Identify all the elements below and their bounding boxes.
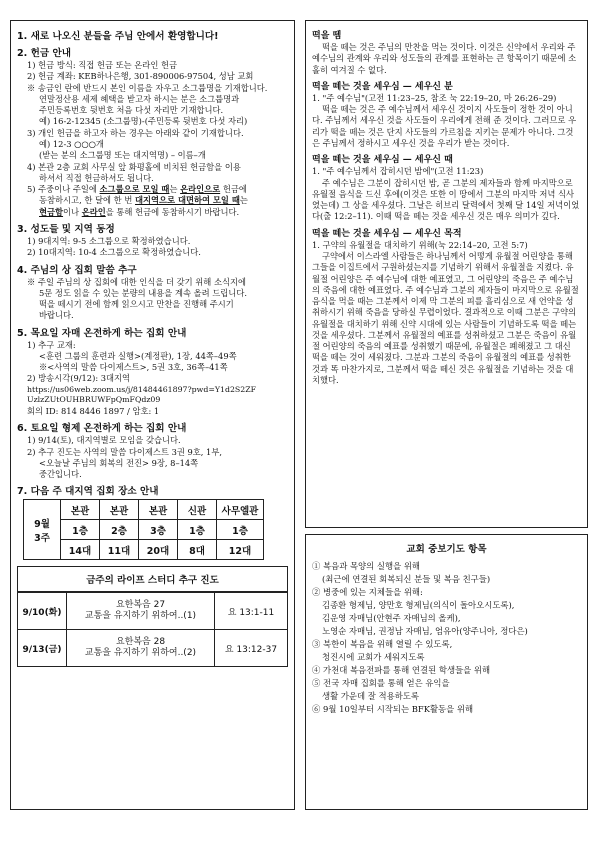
- study-topic: 교통을 유지하기 위하여..(2): [84, 648, 197, 659]
- text-line: 4) 본관 2층 교회 사무실 앞 화평홀에 비치된 헌금함을 이용: [27, 161, 241, 172]
- study-message: [66, 630, 215, 666]
- paragraph: 떡을 떼는 것은 주 예수님께서 세우신 것이지 사도들이 정한 것이 아니다. 주님께서 세우신 것을 사도들이 우리에게 전해 준 것이다. 그러므로 우리가 떡을 떼는 것은 단지 사도들의 가르침을 지키는 문제가 아니다. 그것은 주님께서 정하시고 세우신 것을 우리가 받는 것이다.: [312, 104, 577, 148]
- section-title: 2. 헌금 안내: [17, 48, 72, 59]
- breaking-bread-panel: [305, 20, 588, 528]
- text-line: 3) 개인 헌금을 하고자 하는 경우는 아래와 같이 기재합니다.: [27, 127, 244, 138]
- venue-floor: 1층: [178, 520, 217, 540]
- text-line: 예) 12-3 ○○○개: [39, 138, 104, 149]
- prayer-item: 생활 가운데 잘 적용하도록: [322, 691, 419, 702]
- venue-floor: 1층: [61, 520, 100, 540]
- text-line: [17, 184, 288, 195]
- prayer-item: ② 병중에 있는 지체들을 위해:: [312, 587, 423, 598]
- venue-name: 본관: [139, 500, 178, 520]
- text-line: 1) 추구 교재:: [27, 339, 76, 350]
- section-title: 3. 성도들 및 지역 동정: [17, 223, 115, 235]
- text-line: 2) 헌금 계좌: KEB하나은행, 301-890006-97504, 성남 교회: [27, 71, 254, 82]
- venue-floor: 1층: [217, 520, 264, 540]
- text-line: 연말정산용 세제 혜택을 받고자 하시는 분은 소그룹명과: [39, 93, 240, 104]
- venue-name: 본관: [100, 500, 139, 520]
- point: 1. 구약의 유월절을 대치하기 위해(눅 22:14–20, 고전 5:7): [312, 239, 528, 250]
- section-title: 6. 토요일 형제 온전하게 하는 집회 안내: [17, 423, 187, 435]
- study-date: 9/10(화): [22, 607, 62, 618]
- week-cell: [24, 500, 61, 560]
- text-line: (받는 분의 소그룹명 또는 대지역명) – 이름–개: [39, 150, 206, 161]
- prayer-item: (최근에 연결된 회복되신 분들 및 복음 친구들): [322, 574, 491, 585]
- text-span: 헌금에: [222, 184, 247, 195]
- text-line: 주민등록번호 뒷번호 처음 다섯 자리만 기재합니다.: [39, 105, 224, 116]
- prayer-item: 노영순 자매님, 권정남 자매님, 엄유아(양주니아, 정다은): [322, 626, 528, 637]
- paragraph: 떡을 떼는 것은 주님의 만찬을 먹는 것이다. 이것은 신약에서 우리와 주 예수님의 관계와 우리와 성도들의 관계를 표현하는 큰 항목이기 때문에 소홀히 여겨질 수 없다.: [312, 42, 577, 75]
- venue-name: 신관: [178, 500, 217, 520]
- week-label: 3주: [34, 532, 50, 544]
- text-line: [17, 195, 288, 206]
- prayer-item: ⑤ 전국 자매 집회를 통해 얻은 유익을: [312, 678, 450, 689]
- text-line: 1) 9대지역: 9-5 소그룹으로 확정하였습니다.: [27, 235, 191, 246]
- text-line: ※ 주일 주님의 상 집회에 대한 인식을 더 갖기 위해 소식지에: [27, 276, 247, 287]
- point: 1. "주 예수님"(고전 11:23–25, 참조 눅 22:19–20, 마 26:26–29): [312, 92, 557, 103]
- venue-region: 11대: [100, 540, 139, 560]
- study-topic: 교통을 유지하기 위하여..(1): [84, 611, 197, 622]
- prayer-panel: [305, 534, 588, 810]
- text-line: [17, 207, 288, 218]
- subheading: 떡을 떼는 것을 세우심 — 세우신 때: [312, 155, 453, 166]
- text-line: 중간입니다.: [39, 469, 82, 480]
- section-title: 7. 다음 주 대지역 집회 장소 안내: [17, 486, 159, 498]
- text-span: 동참하시고, 한 달에 한 번: [39, 195, 133, 206]
- highlight-text: 온라인으로: [180, 184, 221, 195]
- venue-floor: 2층: [100, 520, 139, 540]
- text-span: 5) 주중이나 주일에: [27, 184, 97, 195]
- paragraph: 주 예수님은 그분이 잡히시던 밤, 곧 그분의 제자들과 함께 마지막으로 유월절 음식을 드신 후에(이것은 또한 이 땅에서 그분의 마지막 저녁 식사였는데) 그 상을 세우셨다. 그날은 히브리 달력에서 첫째 달 14일 저녁이었다(출 12:2–11). 이때 떡을 떼는 것을 세우신 것은 매우 의미가 깊다.: [312, 177, 580, 222]
- subheading: 떡을 떼는 것을 세우심 — 세우신 분: [312, 81, 453, 92]
- study-row: [18, 629, 287, 666]
- highlight-text: 온라인: [81, 206, 106, 217]
- text-line: 1) 9/14(토), 대지역별로 모임을 갖습니다.: [27, 435, 181, 446]
- study-book: 요한복음 27: [115, 599, 166, 610]
- text-line: 예) 16-2-12345 (소그룹명)-(주민등록 뒷번호 다섯 자리): [39, 116, 248, 127]
- text-line: 바랍니다.: [39, 310, 74, 321]
- prayer-item: 김운영 자매님(안현주 자매님의 올케),: [322, 613, 461, 624]
- study-verse: 요 13:12-37: [224, 644, 278, 655]
- prayer-item: 청진시에 교회가 세워지도록: [322, 652, 425, 663]
- text-line: ※<사역의 말씀 다이제스트>, 5권 3호, 36쪽–41쪽: [39, 362, 228, 373]
- highlight-text: 현금함: [39, 206, 64, 217]
- venue-region: 8대: [178, 540, 217, 560]
- highlight-text: 소그룹으로 모일 때: [99, 184, 170, 195]
- study-date: 9/13(금): [22, 644, 62, 655]
- study-book: 요한복음 28: [115, 636, 166, 647]
- zoom-link[interactable]: https://us06web.zoom.us/j/81484461897?pwd=Y1d2S2ZF: [27, 384, 257, 394]
- text-line: 1) 헌금 방식: 직접 헌금 또는 온라인 헌금: [27, 60, 177, 70]
- text-span: 을 통해 헌금에 동참하시기 바랍니다.: [105, 206, 240, 217]
- point: 1. "주 예수님께서 잡히시던 밤에"(고전 11:23): [312, 166, 484, 177]
- highlight-text: 대지역으로 대면하여 모일 때: [134, 195, 240, 206]
- subheading: 떡을 떼는 것을 세우심 — 세우신 목적: [312, 228, 462, 239]
- prayer-item: ④ 가천대 복음전파를 통해 연결된 학생들을 위해: [312, 665, 491, 676]
- prayer-item: 김종환 형제님, 양만호 형제님(의식이 돌아오시도록),: [322, 600, 515, 611]
- section-title: 5. 목요일 자매 온전하게 하는 집회 안내: [17, 327, 187, 339]
- life-study-title: 금주의 라이프 스터디 추구 진도: [18, 567, 287, 592]
- venue-table: [23, 499, 264, 560]
- text-line: <오늘날 주님의 회복의 전진> 9장, 8–14쪽: [39, 457, 199, 468]
- prayer-title: 교회 중보기도 항목: [406, 544, 487, 555]
- venue-floor: 3층: [139, 520, 178, 540]
- panel-title: 떡을 뗌: [312, 31, 342, 41]
- section-title: 1. 새로 나오신 분들을 주님 안에서 환영합니다!: [17, 31, 219, 42]
- venue-region: 12대: [217, 540, 264, 560]
- meeting-id: 회의 ID: 814 8446 1897 / 암호: 1: [27, 405, 160, 416]
- left-column: [10, 20, 295, 810]
- venue-region: 20대: [139, 540, 178, 560]
- text-line: 떡을 떼시기 전에 함께 읽으시고 만찬을 진행해 주시기: [39, 299, 234, 310]
- prayer-item: ① 복음과 목양의 실행을 위해: [312, 561, 421, 571]
- text-span: 는: [169, 184, 178, 195]
- venue-name: 사무엘관: [217, 500, 264, 520]
- prayer-item: ③ 북한이 복음을 위해 열릴 수 있도록,: [312, 639, 453, 650]
- week-label: 9월: [34, 518, 50, 530]
- text-line: 2) 추구 진도는 사역의 말씀 다이제스트 3권 9호, 1부,: [27, 446, 222, 457]
- text-line: 2) 방송시각(9/12): 3대지역: [27, 373, 131, 384]
- text-line: <훈련 그룹의 훈련과 실행>(계정판), 1장, 44쪽–49쪽: [39, 350, 237, 361]
- text-line: 하셔서 직접 헌금하셔도 됩니다.: [39, 172, 154, 183]
- zoom-link[interactable]: UzlzZUtOUHBRUWFpQmFQdz09: [27, 395, 161, 405]
- text-line: ※ 송금인 란에 반드시 본인 이름을 자우고 소그룹명을 기재합니다.: [27, 82, 268, 93]
- life-study-box: [17, 566, 288, 667]
- study-message: [66, 593, 215, 629]
- study-row: [18, 592, 287, 629]
- venue-name: 본관: [61, 500, 100, 520]
- study-verse: 요 13:1-11: [227, 607, 275, 618]
- venue-region: 14대: [61, 540, 100, 560]
- text-line: 2) 10대지역: 10-4 소그룹으로 확정하였습니다.: [27, 247, 201, 258]
- section-title: 4. 주님의 상 집회 말씀 추구: [17, 264, 137, 276]
- text-span: 이나: [63, 206, 80, 217]
- text-span: 는: [239, 195, 248, 206]
- paragraph: 구약에서 이스라엘 사람들은 하나님께서 어떻게 유월절 어린양을 통해 그들을 이집트에서 구원하셨는지를 기념하기 위해서 유월절을 지켰다. 유월절 어린양은 주 예수님에 대한 예표였고, 그 어린양의 죽음은 주 예수님의 죽음에 대한 예표였다. 주 예수님과 그분의 제자들이 마지막으로 유월절 음식을 먹을 때는 그분께서 이제 막 그분의 피를 흘리심으로 새 언약을 성취하시기 위해 죽음을 당하실 무렵이었다. 결과적으로 이때 그분은 구약의 유월절을 대치하기 위해 신약 시대에 있는 사람들이 기념하도록 떡을 떼는 것을 세우셨다. 그분께서 유월절의 예표를 성취하셨고 그분은 죽음이 유월절 어린양의 죽음의 예표를 성취했기 때문에, 유월절은 폐해졌고 그 대신 떡을 떼는 것이 세워졌다. 그분과 그분의 죽음이 유월절의 예표를 성취한 것과 똑 마찬가지로, 그분께서 떡을 떼신 것은 유월절을 기념하는 것을 대치했다.: [312, 250, 579, 386]
- prayer-item: ⑥ 9월 10일부터 시작되는 BFK활동을 위해: [312, 704, 474, 715]
- text-line: 5문 정도 읽을 수 있는 분량의 내용을 계속 올려 드립니다.: [39, 287, 247, 298]
